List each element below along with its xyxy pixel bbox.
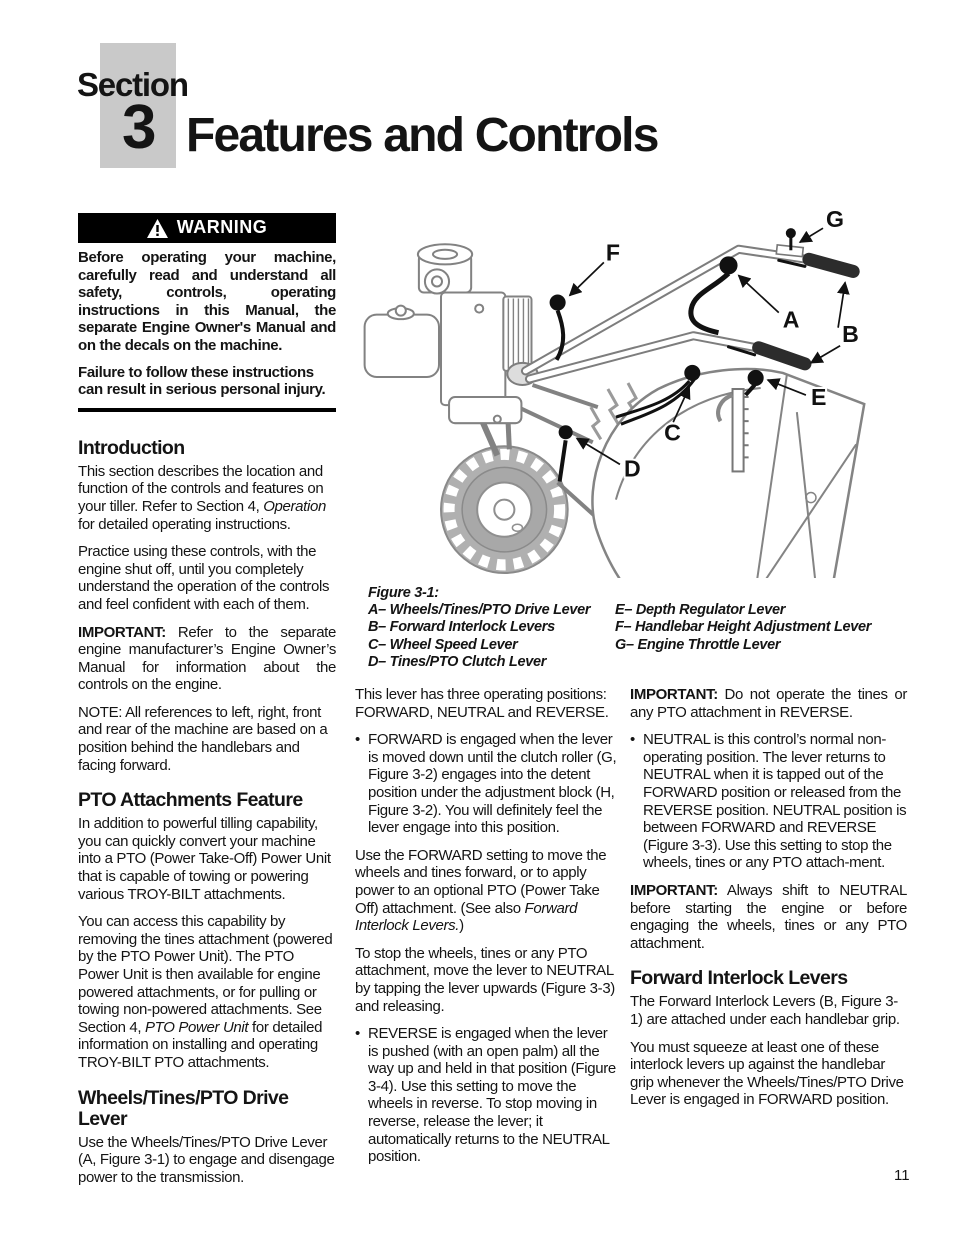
- right-column: [630, 686, 907, 1119]
- section-word: Section: [77, 66, 188, 103]
- important-neutral: IMPORTANT: Always shift to NEUTRAL before starting the engine or before engaging the wheels, tines or any PTO attachment.: [630, 881, 907, 952]
- intro-paragraph: This section describes the location and function of the controls and features on your tiller. Refer to Section 4, Operation for detailed operating instructions.: [78, 462, 326, 533]
- callout-letter-a: A: [782, 306, 800, 333]
- drive-lever-paragraph: Use the Wheels/Tines/PTO Drive Lever (A, Figure 3-1) to engage and disengage power to the transmission.: [78, 1133, 335, 1186]
- left-column: [78, 213, 336, 1196]
- page-title: Features and Controls: [186, 109, 658, 162]
- warning-paragraph: Failure to follow these instructions can result in serious personal injury.: [78, 363, 326, 399]
- warning-box: [78, 213, 336, 412]
- figure-label: E– Depth Regulator Lever: [615, 602, 786, 619]
- figure-label: A– Wheels/Tines/PTO Drive Lever: [368, 602, 591, 619]
- important-reverse: IMPORTANT: Do not operate the tines or any PTO attachment in REVERSE.: [630, 686, 907, 721]
- forward-bullet: • FORWARD is engaged when the lever is moved down until the clutch roller (G, Figure 3-2) engages into the detent position under the adjustment block (H, Figure 3-2). You will definitely feel the lever engage into this position.: [355, 731, 617, 837]
- callout-letter-e: E: [810, 384, 827, 411]
- middle-column: [355, 686, 620, 1176]
- pto-paragraph: You can access this capability by removing the tines attachment (powered by the PTO Power Unit). The PTO Power Unit is then available for engine powered attachments, or for pulling or towing non-powered attachments. See Section 4, PTO Power Unit for detailed information on installing and operating TROY-BILT PTO attachments.: [78, 913, 333, 1071]
- figure-label: C– Wheel Speed Lever: [368, 636, 518, 653]
- interlock-paragraph: You must squeeze at least one of these interlock levers up against the handlebar grip whenever the Wheels/Tines/PTO Drive Lever is engaged in FORWARD position.: [630, 1038, 904, 1109]
- figure-label: D– Tines/PTO Clutch Lever: [368, 653, 547, 670]
- tiller-drawing: [356, 196, 905, 578]
- warning-rule: [78, 408, 336, 412]
- interlock-paragraph: The Forward Interlock Levers (B, Figure 3-1) are attached under each handlebar grip.: [630, 993, 900, 1028]
- warning-title: WARNING: [176, 217, 268, 238]
- engine: [365, 244, 532, 423]
- figure-caption: [368, 585, 908, 671]
- clutch-lever: [559, 425, 573, 481]
- warning-header: [78, 213, 336, 243]
- neutral-stop-paragraph: To stop the wheels, tines or any PTO attachment, move the lever to NEUTRAL by tapping the lever upwards (Figure 3-3) and releasing.: [355, 944, 615, 1015]
- callout-letter-c: C: [664, 419, 681, 446]
- warning-paragraph: Before operating your machine, carefully read and understand all safety, controls, operating instructions in this Manual, the separate Engine Owner's Manual and on the decals on the machine.: [78, 249, 336, 354]
- section-number: 3: [122, 93, 157, 162]
- warning-triangle-icon: [147, 219, 168, 238]
- figure-label: F– Handlebar Height Adjustment Lever: [615, 619, 872, 636]
- drive-lever-heading: Wheels/Tines/PTO Drive Lever: [78, 1086, 289, 1130]
- figure-labels-left: [368, 602, 615, 671]
- bullet-dot: •: [355, 731, 360, 749]
- callout-letter-f: F: [605, 239, 620, 266]
- callout-letter-g: G: [826, 206, 845, 233]
- warning-body: [78, 249, 336, 399]
- figure-title: Figure 3-1:: [368, 585, 439, 601]
- figure-label: B– Forward Interlock Levers: [368, 619, 555, 636]
- neutral-bullet: • NEUTRAL is this control’s normal non-operating position. The lever returns to NEUTRAL when it is tapped out of the FORWARD position or released from the REVERSE position. NEUTRAL position is between FORWARD and REVERSE (Figure 3-3). Use this setting to stop the wheels, tines or any PTO attach-ment.: [630, 731, 907, 872]
- figure-label: G– Engine Throttle Lever: [615, 636, 781, 653]
- throttle-lever: [776, 228, 803, 256]
- callout-letter-b: B: [842, 320, 859, 347]
- intro-note: NOTE: All references to left, right, front and rear of the machine are based on a position behind the handlebars and facing forward.: [78, 703, 328, 774]
- intro-important: IMPORTANT: Refer to the separate engine manufacturer’s Engine Owner’s Manual for information about the controls on the engine.: [78, 623, 336, 694]
- positions-paragraph: This lever has three operating positions: FORWARD, NEUTRAL and REVERSE.: [355, 686, 609, 721]
- forward-use-paragraph: Use the FORWARD setting to move the wheels and tines forward, or to apply power to an optional PTO (Power Take Off) attachment. (See also Forward Interlock Levers.): [355, 846, 607, 935]
- handlebars: [525, 249, 806, 379]
- intro-paragraph: Practice using these controls, with the engine shut off, until you completely understand the operation of the controls and feel confident with each of them.: [78, 543, 330, 613]
- callout-letter-d: D: [623, 455, 641, 482]
- wheel: [441, 446, 568, 573]
- pto-heading: PTO Attachments Feature: [78, 789, 303, 812]
- figure-labels-right: [615, 602, 871, 671]
- bullet-dot: •: [630, 731, 635, 749]
- intro-heading: Introduction: [78, 436, 185, 459]
- reverse-bullet: • REVERSE is engaged when the lever is pushed (with an open palm) all the way up and held in that position (Figure 3-4). Use this setting to move the wheels in reverse. To stop moving in reverse, release the lever; it automatically returns to the NEUTRAL position.: [355, 1025, 616, 1166]
- figure-illustration: [356, 196, 905, 578]
- bullet-dot: •: [355, 1025, 360, 1043]
- page-number: 11: [894, 1167, 910, 1184]
- pto-paragraph: In addition to powerful tilling capability, you can quickly convert your machine into a PTO (Power Take-Off) Power Unit that is capable of towing or powering various TROY-BILT attachments.: [78, 815, 331, 903]
- interlock-heading: Forward Interlock Levers: [630, 967, 848, 990]
